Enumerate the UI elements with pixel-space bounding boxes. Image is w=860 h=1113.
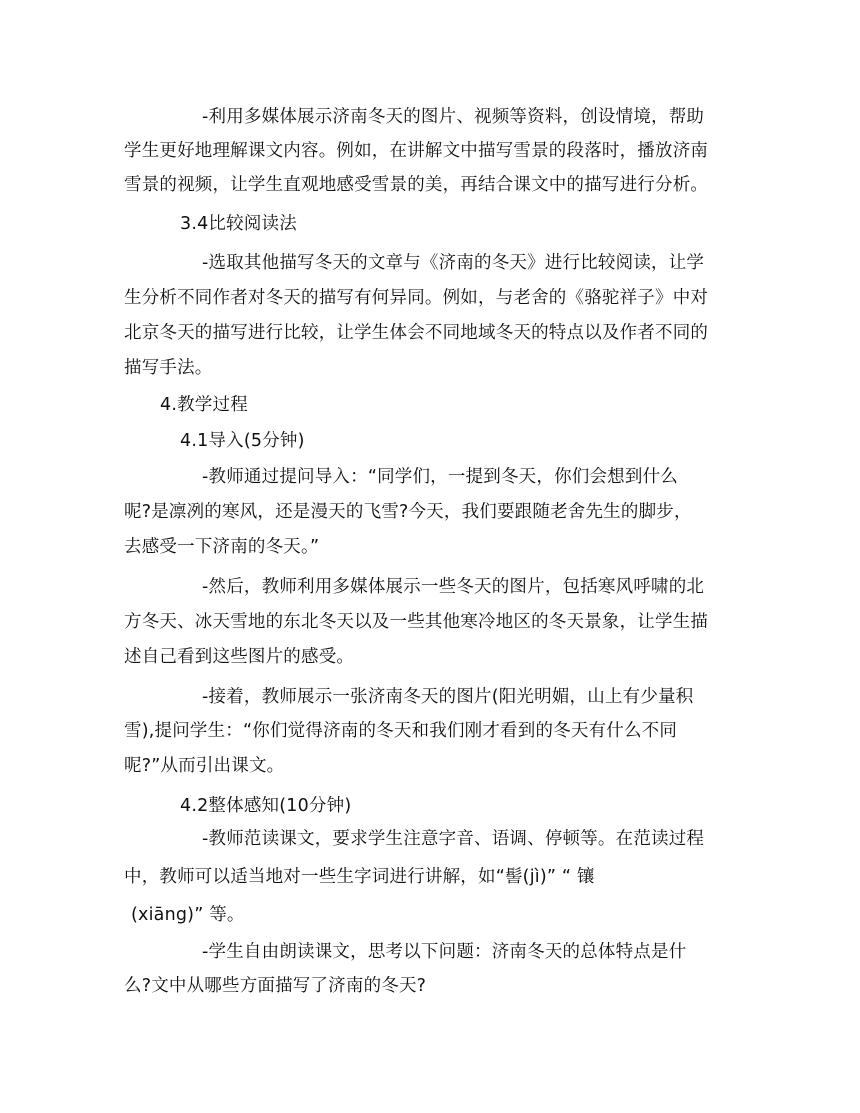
paragraph-line: (xiāng)” 等。 [131, 905, 245, 925]
paragraph-line: 北京冬天的描写进行比较，让学生体会不同地域冬天的特点以及作者不同的 [124, 323, 709, 343]
paragraph-line: -选取其他描写冬天的文章与《济南的冬天》进行比较阅读，让学 [202, 253, 705, 273]
paragraph-line: -教师通过提问导入：“同学们，一提到冬天，你们会想到什么 [202, 467, 678, 487]
paragraph-line: -学生自由朗读课文，思考以下问题：济南冬天的总体特点是什 [202, 942, 687, 962]
paragraph-line: 生分析不同作者对冬天的描写有何异同。例如，与老舍的《骆驼祥子》中对 [124, 288, 709, 308]
paragraph-line: -然后，教师利用多媒体展示一些冬天的图片，包括寒风呼啸的北 [202, 577, 705, 597]
section-heading: 3.4比较阅读法 [180, 214, 297, 234]
paragraph-line: -接着，教师展示一张济南冬天的图片(阳光明媚，山上有少量积 [202, 687, 694, 707]
paragraph-line: -教师范读课文，要求学生注意字音、语调、停顿等。在范读过程 [202, 829, 705, 849]
paragraph-line: 描写手法。 [124, 358, 213, 378]
section-heading: 4.1导入(5分钟) [180, 431, 305, 451]
paragraph-line: 去感受一下济南的冬天。” [124, 537, 320, 557]
paragraph-line: -利用多媒体展示济南冬天的图片、视频等资料，创设情境，帮助 [202, 107, 705, 127]
paragraph-line: 方冬天、冰天雪地的东北冬天以及一些其他寒冷地区的冬天景象，让学生描 [124, 612, 709, 632]
paragraph-line: 述自己看到这些图片的感受。 [124, 647, 355, 667]
paragraph-line: 学生更好地理解课文内容。例如，在讲解文中描写雪景的段落时，播放济南 [124, 141, 709, 161]
paragraph-line: 呢?是凛冽的寒风，还是漫天的飞雪?今天，我们要跟随老舍先生的脚步， [124, 502, 692, 522]
paragraph-line: 雪),提问学生：“你们觉得济南的冬天和我们刚才看到的冬天有什么不同 [124, 721, 678, 741]
paragraph-line: 雪景的视频，让学生直观地感受雪景的美，再结合课文中的描写进行分析。 [124, 175, 709, 195]
section-heading: 4.2整体感知(10分钟) [180, 796, 352, 816]
paragraph-line: 么?文中从哪些方面描写了济南的冬天? [124, 976, 427, 996]
paragraph-line: 呢?”从而引出课文。 [124, 756, 285, 776]
section-heading: 4.教学过程 [160, 395, 248, 415]
paragraph-line: 中，教师可以适当地对一些生字词进行讲解，如“髻(jì)” “ 镶 [124, 867, 595, 887]
